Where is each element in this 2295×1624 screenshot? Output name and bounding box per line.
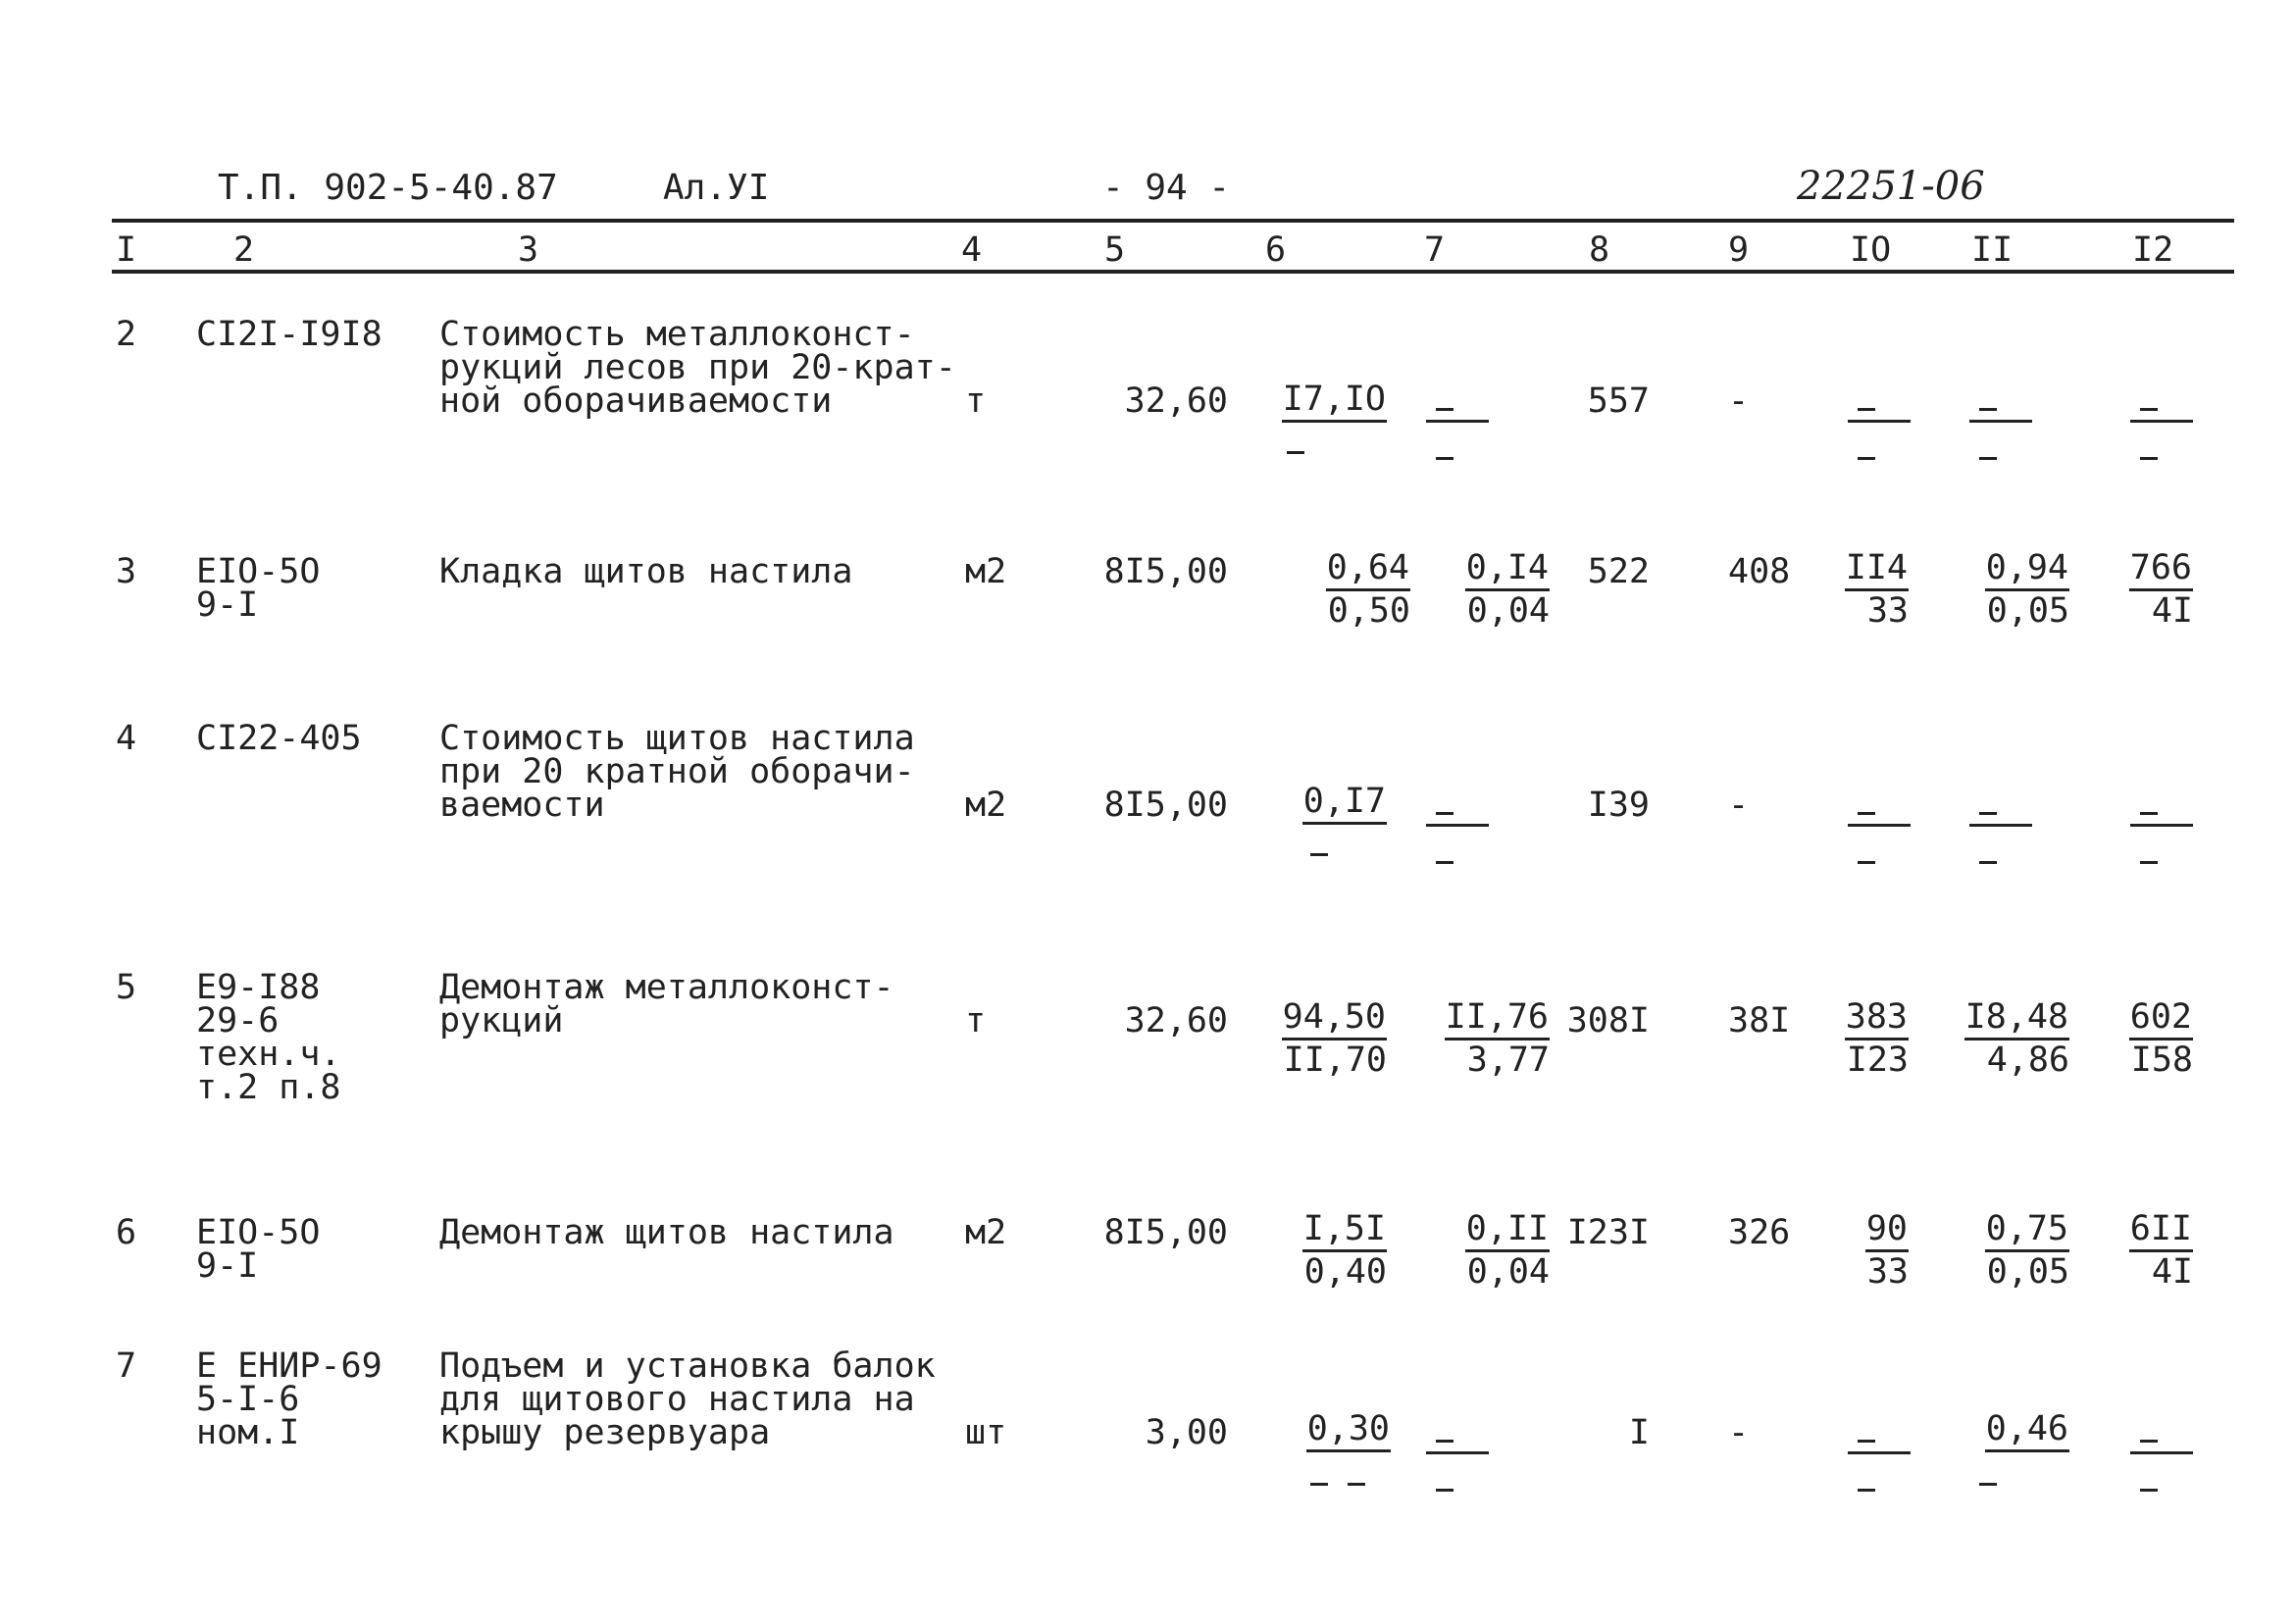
unit: т (965, 1001, 987, 1040)
empty-fraction (1426, 1446, 1489, 1504)
norm-code-line: 29-6 (196, 1001, 280, 1040)
column-header-6: 6 (1265, 230, 1287, 270)
work-description: Стоимость щитов настила при 20 кратной оборачи- ваемости (439, 719, 915, 825)
cost-fraction: 0,I7 (1230, 781, 1387, 867)
cost-fraction: 0,94 0,05 (1985, 548, 2069, 631)
empty-dash (1310, 1483, 1328, 1486)
cost-fraction: 0,I4 0,04 (1465, 548, 1550, 631)
norm-code: СI2I-I9I8 (196, 315, 382, 354)
empty-fraction (1848, 1446, 1911, 1504)
header-bottom-rule (112, 270, 2234, 274)
norm-code-line: техн.ч. (196, 1035, 341, 1074)
work-description: Демонтаж металлоконст- рукций (439, 968, 894, 1040)
column-header-2: 2 (233, 230, 255, 270)
cost-fraction: I8,48 4,86 (1964, 997, 2069, 1080)
wage-total: - (1728, 786, 1750, 825)
cost-fraction: 0,II 0,04 (1465, 1209, 1550, 1292)
work-description: Кладка щитов настила (439, 552, 853, 591)
cost-fraction: II4 33 (1845, 548, 1909, 631)
column-header-12: I2 (2132, 230, 2174, 270)
empty-dash (1310, 853, 1328, 856)
cost-fraction: 766 4I (2129, 548, 2193, 631)
quantity: 32,60 (1124, 381, 1228, 421)
row-number: 5 (116, 968, 137, 1007)
empty-fraction (1969, 414, 2032, 473)
document-number: 22251-06 (1797, 164, 1985, 209)
norm-code: ЕIO-5O (196, 552, 321, 591)
empty-fraction (1969, 818, 2032, 877)
cost-fraction: 90 33 (1865, 1209, 1909, 1292)
norm-code: Е9-I88 (196, 968, 321, 1007)
cost-fraction: 0,46 (1912, 1408, 2069, 1495)
row-number: 6 (116, 1213, 137, 1252)
unit: т (965, 381, 987, 421)
empty-dash (1979, 1483, 1997, 1486)
page-number: - 94 - (1102, 168, 1231, 208)
cost-fraction: 383 I23 (1845, 997, 1909, 1080)
empty-dash (1287, 451, 1304, 454)
total-cost: 522 (1587, 552, 1650, 591)
quantity: 8I5,00 (1103, 552, 1228, 591)
column-header-7: 7 (1424, 230, 1446, 270)
norm-code-line: т.2 п.8 (196, 1068, 341, 1107)
cost-fraction: I,5I 0,40 (1302, 1209, 1387, 1292)
wage-total: 38I (1728, 1001, 1791, 1040)
quantity: 3,00 (1145, 1413, 1228, 1452)
cost-fraction: 6II 4I (2129, 1209, 2193, 1292)
column-header-9: 9 (1728, 230, 1750, 270)
empty-fraction (2130, 414, 2193, 473)
empty-fraction (1426, 414, 1489, 473)
norm-code-line: 9-I (196, 585, 259, 625)
document-reference: Т.П. 902-5-40.87 (218, 168, 558, 208)
total-cost: I (1628, 1413, 1650, 1452)
cost-fraction: 0,64 0,50 (1326, 548, 1410, 631)
norm-code-line: 9-I (196, 1246, 259, 1286)
cost-fraction: 0,30 (1234, 1408, 1391, 1495)
total-cost: I23I (1566, 1213, 1650, 1252)
quantity: 8I5,00 (1103, 786, 1228, 825)
cost-fraction: 0,75 0,05 (1985, 1209, 2069, 1292)
row-number: 2 (116, 315, 137, 354)
quantity: 32,60 (1124, 1001, 1228, 1040)
work-description: Демонтаж щитов настила (439, 1213, 894, 1252)
empty-fraction (2130, 818, 2193, 877)
total-cost: 308I (1566, 1001, 1650, 1040)
column-header-4: 4 (961, 230, 983, 270)
empty-fraction (1426, 818, 1489, 877)
work-description: Подъем и установка балок для щитового настила на крышу резервуара (439, 1346, 936, 1452)
header-top-rule (112, 219, 2234, 223)
row-number: 4 (116, 719, 137, 758)
norm-code: Е ЕНИР-69 (196, 1346, 382, 1386)
column-header-11: II (1971, 230, 2014, 270)
column-header-1: I (116, 230, 137, 270)
cost-fraction: 602 I58 (2129, 997, 2193, 1080)
unit: м2 (965, 552, 1007, 591)
column-header-10: IO (1850, 230, 1892, 270)
cost-fraction: I7,IO (1230, 379, 1387, 465)
empty-dash (1348, 1483, 1365, 1486)
norm-code-line: 5-I-6 (196, 1380, 300, 1419)
album-number: Ал.УI (663, 168, 770, 208)
norm-code: ЕIO-5O (196, 1213, 321, 1252)
row-number: 7 (116, 1346, 137, 1386)
norm-code-line: ном.I (196, 1413, 300, 1452)
empty-fraction (1848, 414, 1911, 473)
unit: м2 (965, 1213, 1007, 1252)
wage-total: 408 (1728, 552, 1791, 591)
column-header-3: 3 (518, 230, 539, 270)
cost-fraction: II,76 3,77 (1445, 997, 1550, 1080)
empty-fraction (1848, 818, 1911, 877)
wage-total: - (1728, 381, 1750, 421)
quantity: 8I5,00 (1103, 1213, 1228, 1252)
empty-fraction (2130, 1446, 2193, 1504)
work-description: Стоимость металлоконст- рукций лесов при 20-крат- ной оборачиваемости (439, 315, 956, 421)
wage-total: - (1728, 1413, 1750, 1452)
total-cost: 557 (1587, 381, 1650, 421)
column-header-8: 8 (1589, 230, 1610, 270)
row-number: 3 (116, 552, 137, 591)
column-header-5: 5 (1104, 230, 1126, 270)
unit: шт (965, 1413, 1007, 1452)
wage-total: 326 (1728, 1213, 1791, 1252)
total-cost: I39 (1587, 786, 1650, 825)
norm-code: СI22-405 (196, 719, 362, 758)
cost-fraction: 94,50 II,70 (1282, 997, 1387, 1080)
unit: м2 (965, 786, 1007, 825)
